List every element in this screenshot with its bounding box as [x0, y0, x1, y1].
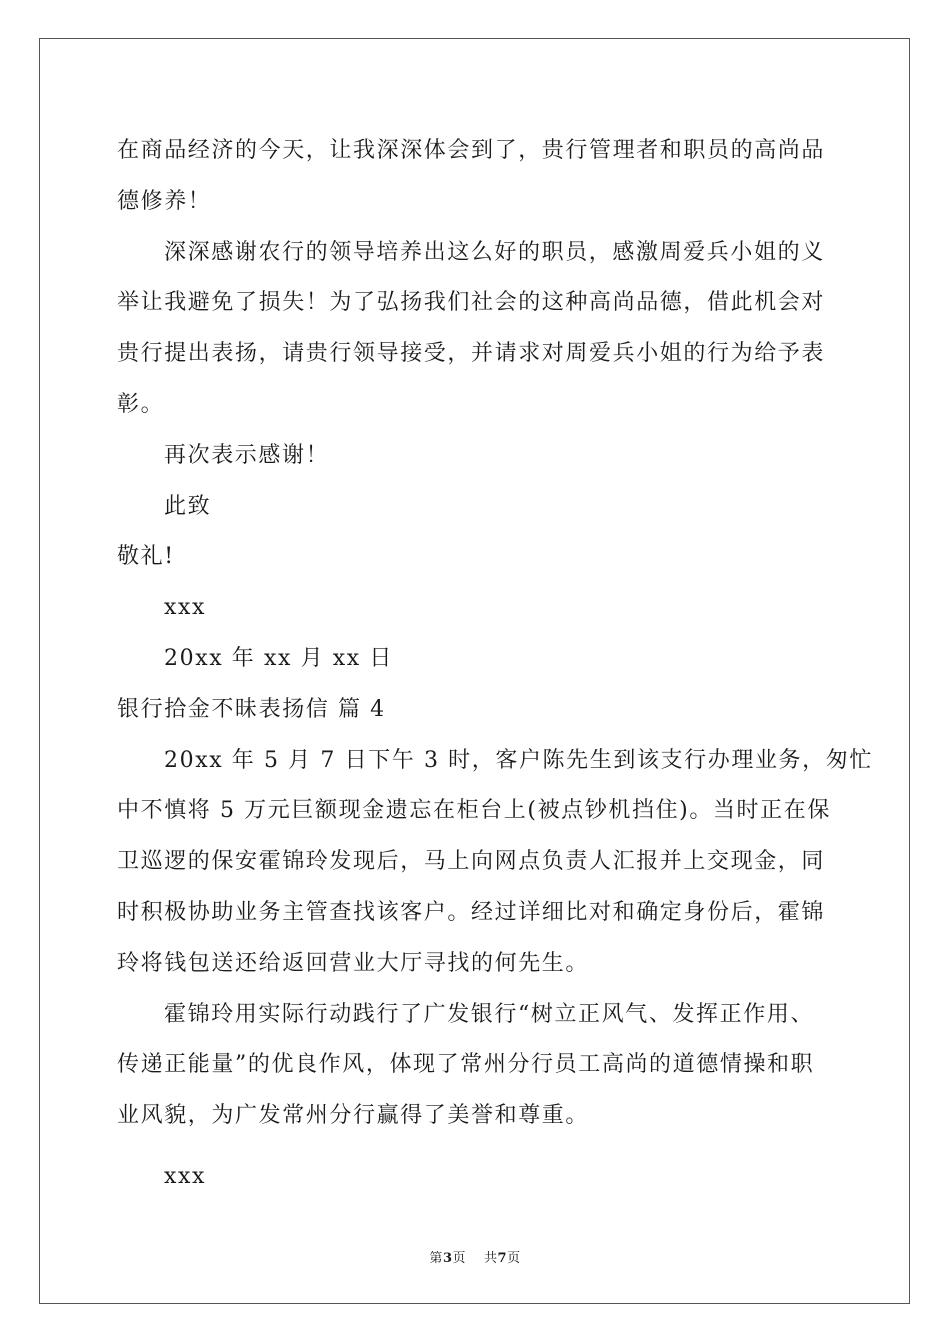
paragraph-line: 中不慎将 5 万元巨额现金遗忘在柜台上(被点钞机挡住)。当时正在保 [117, 798, 831, 824]
signature-name: xxx [164, 595, 207, 621]
paragraph-line: 在商品经济的今天，让我深深体会到了，贵行管理者和职员的高尚品 [117, 138, 826, 163]
section-heading: 银行拾金不昧表扬信 篇 4 [117, 696, 386, 722]
paragraph-line: 霍锦玲用实际行动践行了广发银行“树立正风气、发挥正作用、 [164, 1001, 815, 1027]
total-page-number: 7 [497, 1251, 508, 1266]
paragraph-line: 20xx 年 5 月 7 日下午 3 时，客户陈先生到该支行办理业务，匆忙 [164, 747, 873, 773]
page-unit: 页 [452, 1251, 466, 1266]
salutation-jingli: 敬礼! [117, 544, 175, 570]
total-unit: 页 [507, 1251, 521, 1266]
signature-name: xxx [164, 1163, 207, 1189]
page-footer [0, 1247, 950, 1266]
signature-date: 20xx 年 xx 月 xx 日 [164, 645, 394, 671]
document-body [117, 126, 873, 1203]
paragraph-line: 贵行提出表扬，请贵行领导接受，并请求对周爱兵小姐的行为给予表 [117, 341, 826, 367]
salutation-zhizhi: 此致 [164, 493, 212, 519]
paragraph-line: 德修养！ [117, 188, 212, 214]
paragraph-line: 业风貌，为广发常州分行赢得了美誉和尊重。 [117, 1103, 590, 1129]
paragraph-line: 时积极协助业务主管查找该客户。经过详细比对和确定身份后，霍锦 [117, 899, 826, 925]
page-prefix: 第 [429, 1251, 443, 1266]
paragraph-line: 传递正能量”的优良作风，体现了常州分行员工高尚的道德情操和职 [117, 1052, 815, 1078]
paragraph-line: 深深感谢农行的领导培养出这么好的职员，感激周爱兵小姐的义 [164, 239, 825, 265]
paragraph-line: 卫巡逻的保安霍锦玲发现后，马上向网点负责人汇报并上交现金，同 [117, 849, 826, 875]
paragraph-line: 举让我避免了损失！为了弘扬我们社会的这种高尚品德，借此机会对 [117, 290, 826, 316]
paragraph-line: 彰。 [117, 391, 165, 417]
closing-thanks: 再次表示感谢！ [164, 442, 330, 468]
total-prefix: 共 [484, 1251, 498, 1266]
paragraph-line: 玲将钱包送还给返回营业大厅寻找的何先生。 [117, 950, 590, 976]
current-page-number: 3 [442, 1251, 453, 1266]
